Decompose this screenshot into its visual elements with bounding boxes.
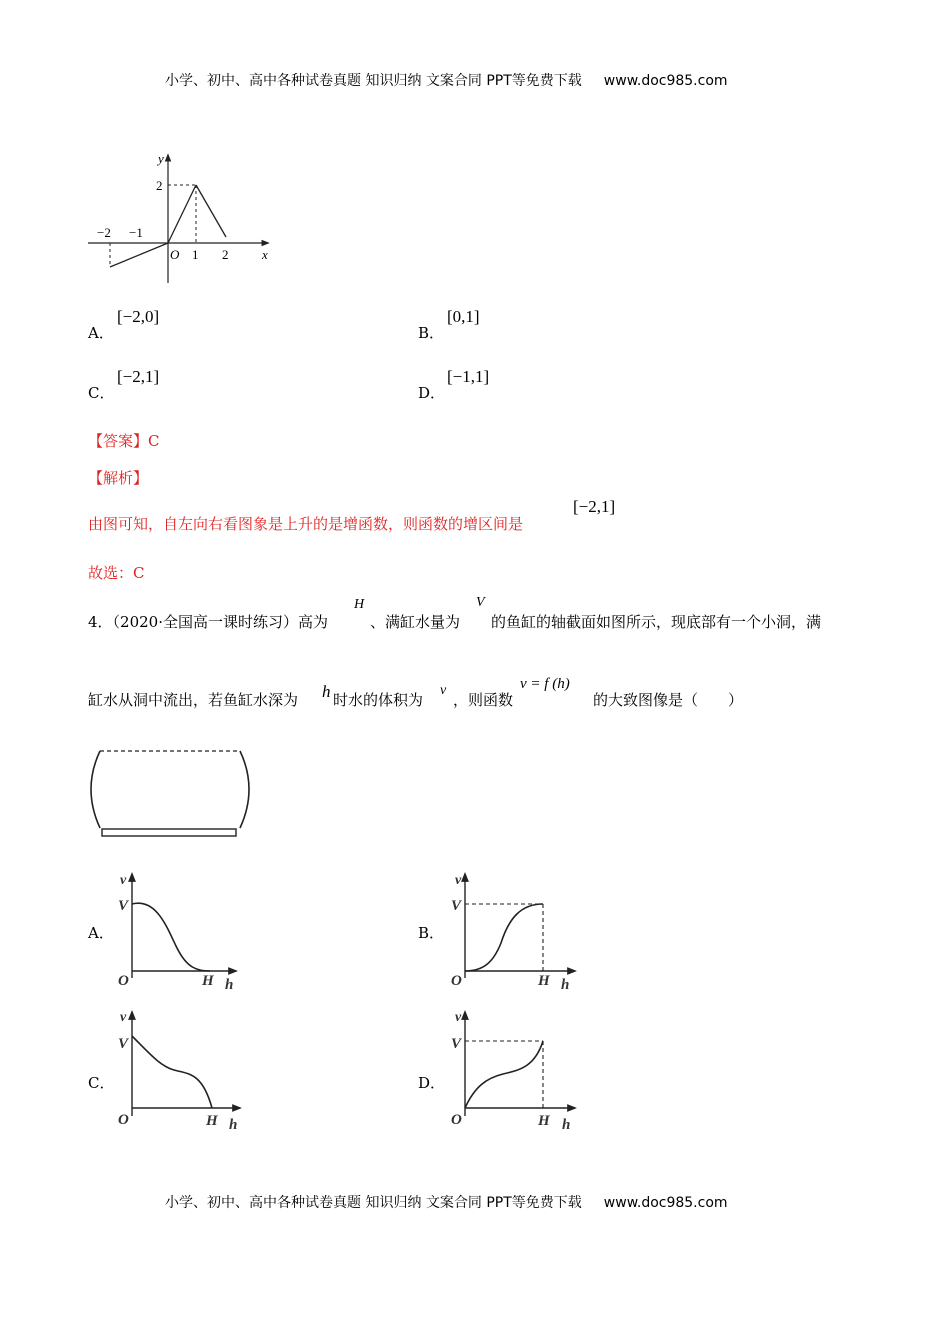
q3-conclusion: [88, 562, 145, 583]
q4-line1: [88, 611, 328, 632]
segment-fall: [196, 185, 226, 237]
q4-var-h: h: [322, 682, 331, 701]
q3-answer: [88, 430, 160, 451]
q3-option-a-letter: A．: [88, 324, 114, 342]
curve-b: [465, 904, 543, 971]
curve-d: [465, 1041, 543, 1108]
tank-right-wall: [240, 751, 249, 828]
label-V: V: [118, 898, 129, 914]
label-x: x: [262, 247, 268, 262]
label-O: O: [118, 1112, 129, 1128]
label-H: H: [538, 973, 550, 989]
q4-text2a: 缸水从洞中流出，若鱼缸水深为: [88, 691, 299, 709]
label-O: O: [451, 1112, 462, 1128]
answer-label: 【答案】: [88, 432, 149, 450]
q4-option-b-letter: B．: [418, 924, 445, 942]
tick-x-2: 2: [222, 247, 229, 262]
q4-text2d: 的大致图像是（ ）: [593, 691, 744, 709]
q3-analysis-text: 由图可知，自左向右看图象是上升的是增函数，则函数的增区间是: [88, 515, 524, 533]
q4-source: （2020·全国高一课时练习）高为: [112, 613, 328, 631]
tank-base: [102, 829, 236, 836]
label-h: h: [229, 1117, 238, 1132]
q4-var-v: v: [440, 683, 447, 698]
q4-var-H: H: [354, 597, 365, 612]
label-V: V: [451, 898, 462, 914]
label-H: H: [206, 1113, 218, 1129]
label-h: h: [561, 977, 570, 990]
conclusion-value: C: [133, 564, 145, 582]
q3-analysis-math: [−2,1]: [573, 497, 616, 516]
label-H: H: [538, 1113, 550, 1129]
q3-option-c-letter: C．: [88, 384, 115, 402]
conclusion-label: 故选：: [88, 564, 134, 582]
segment-rise: [168, 185, 196, 243]
label-v: v: [455, 1010, 462, 1025]
label-O: O: [451, 973, 462, 989]
label-v: v: [120, 873, 127, 888]
label-V: V: [118, 1036, 129, 1052]
q3-option-b-letter: B．: [418, 324, 445, 342]
label-H: H: [202, 973, 214, 989]
q4-graph-d: [443, 1008, 583, 1132]
answer-value: C: [148, 432, 160, 450]
curve-c: [132, 1036, 212, 1108]
tick-x-neg1: −1: [129, 225, 143, 240]
q4-option-d-letter: D．: [418, 1074, 446, 1092]
q4-text2c: ，则函数: [453, 691, 514, 709]
page-header: [165, 70, 728, 90]
tick-x-neg2: −2: [97, 225, 111, 240]
q3-option-c-math: [−2,1]: [117, 367, 160, 386]
q4-option-a-letter: A．: [88, 924, 114, 942]
q4-text1: 的鱼缸的轴截面如图所示，现底部有一个小洞，满: [491, 613, 822, 631]
q3-option-b-math: [0,1]: [447, 307, 480, 326]
q4-option-c-letter: C．: [88, 1074, 115, 1092]
label-v: v: [120, 1010, 127, 1025]
q3-option-d-letter: D．: [418, 384, 446, 402]
q3-option-d-math: [−1,1]: [447, 367, 490, 386]
q4-graph-c: [112, 1008, 247, 1132]
q4-sep1: 、满缸水量为: [370, 613, 461, 631]
footer-site: www.doc985.com: [603, 1195, 728, 1211]
q4-graph-b: [443, 868, 583, 990]
label-origin: O: [170, 247, 180, 262]
segment-neg: [110, 243, 168, 267]
label-V: V: [451, 1036, 462, 1052]
q4-number: 4．: [88, 613, 113, 631]
q3-function-graph: [80, 145, 280, 285]
tick-x-1: 1: [192, 247, 199, 262]
q4-graph-a: [112, 868, 242, 990]
q4-func: v = f (h): [520, 676, 570, 692]
header-site: www.doc985.com: [603, 73, 728, 89]
label-h: h: [225, 977, 234, 990]
footer-text: 小学、初中、高中各种试卷真题 知识归纳 文案合同 PPT等免费下载: [165, 1195, 582, 1211]
label-h: h: [562, 1117, 571, 1132]
label-y: y: [158, 151, 164, 166]
q3-option-a-math: [−2,0]: [117, 307, 160, 326]
q3-analysis-label: 【解析】: [88, 469, 149, 487]
q4-var-V: V: [476, 595, 485, 610]
label-v: v: [455, 873, 462, 888]
curve-a: [132, 903, 210, 971]
label-O: O: [118, 973, 129, 989]
page-footer: [165, 1192, 728, 1212]
tank-left-wall: [91, 751, 100, 828]
fish-tank-figure: [88, 745, 253, 840]
tick-y-2: 2: [156, 178, 163, 193]
header-text: 小学、初中、高中各种试卷真题 知识归纳 文案合同 PPT等免费下载: [165, 73, 582, 89]
q4-text2b: 时水的体积为: [333, 691, 424, 709]
